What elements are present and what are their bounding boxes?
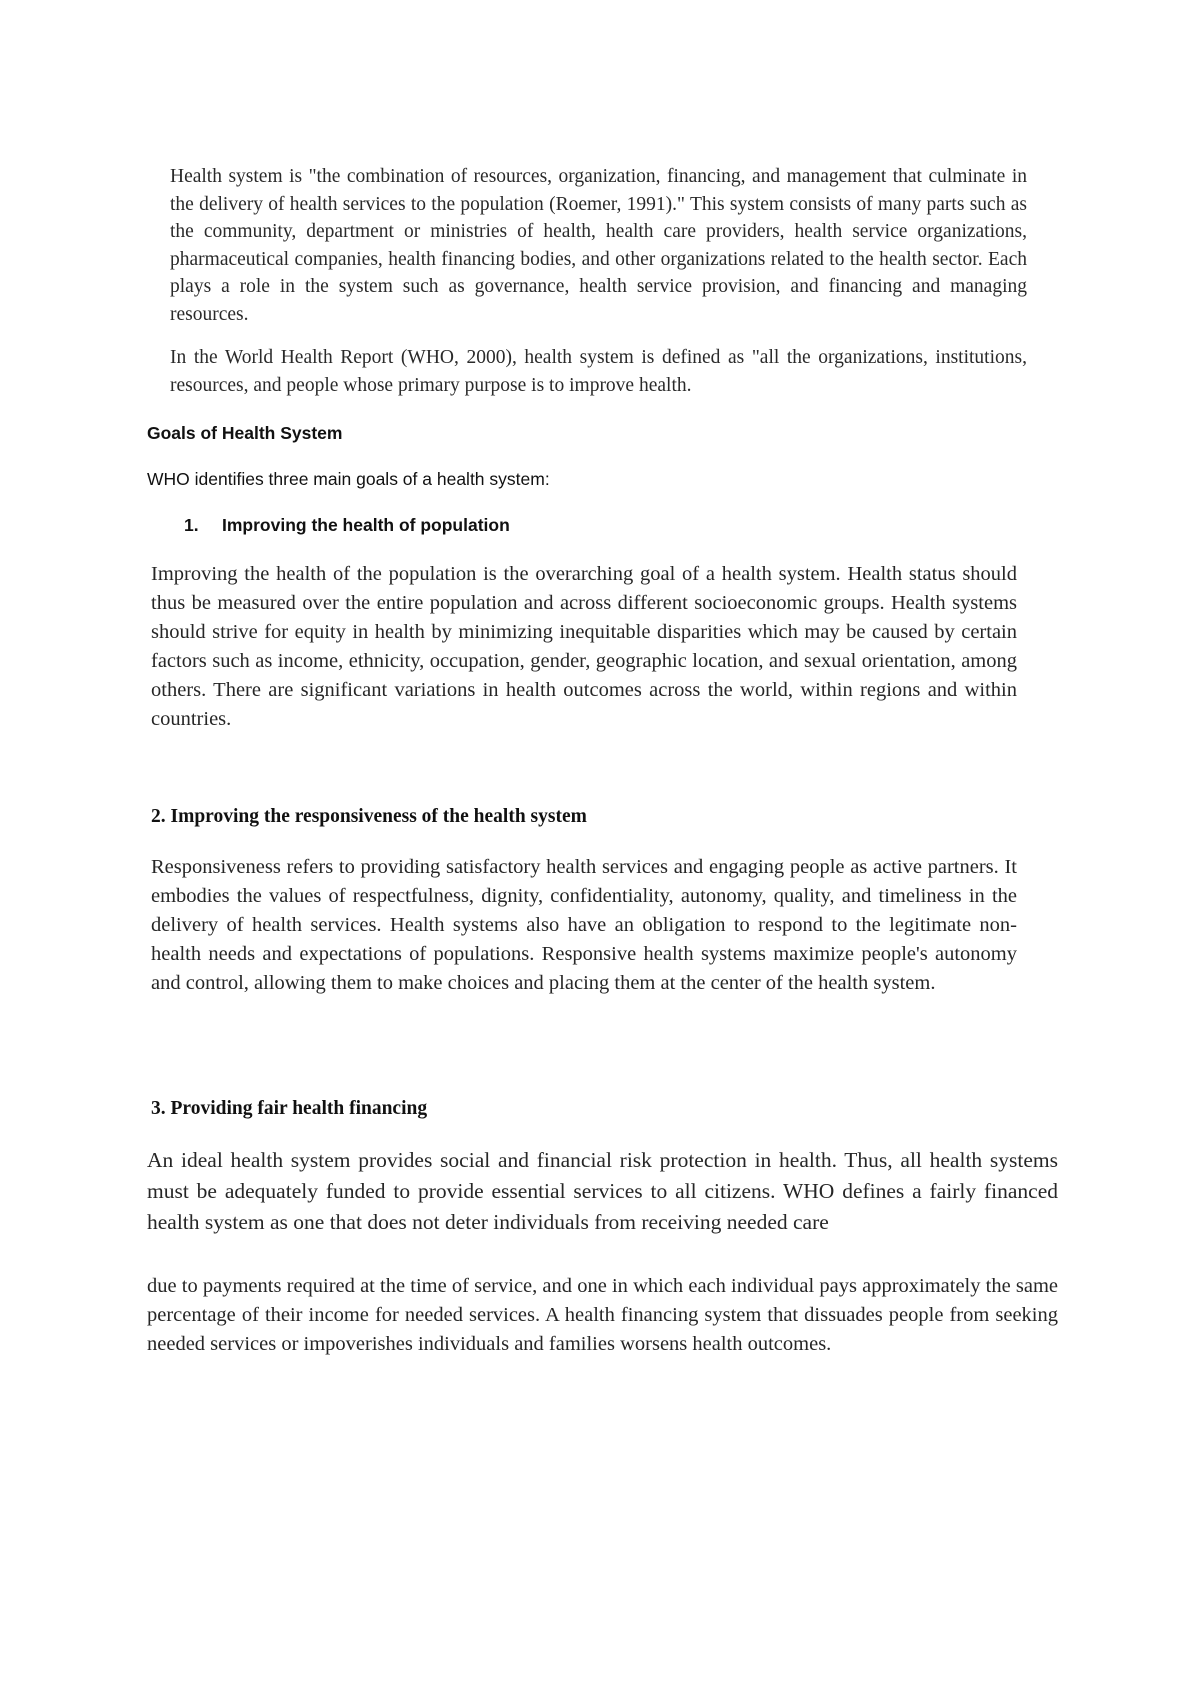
goal-1-heading (184, 515, 510, 536)
intro-paragraph-1: Health system is "the combination of resources, organization, financing, and management that culminate in the delivery of health services to the population (Roemer, 1991)." This system consists of many parts such as the community, department or ministries of health, health care providers, health service organizations, pharmaceutical companies, health financing bodies, and other organizations related to the health sector. Each plays a role in the system such as governance, health service provision, and financing and managing resources. (170, 166, 1027, 325)
goal-1-title: Improving the health of population (222, 515, 510, 535)
intro-paragraph-2: In the World Health Report (WHO, 2000), health system is defined as "all the organizations, institutions, resources, and people whose primary purpose is to improve health. (170, 347, 1027, 396)
goal-2-body: Responsiveness refers to providing satisfactory health services and engaging people as active partners. It embodies the values of respectfulness, dignity, confidentiality, autonomy, quality, and timeliness in the delivery of health services. Health systems also have an obligation to respond to the legitimate non-health needs and expectations of populations. Responsive health systems maximize people's autonomy and control, allowing them to make choices and placing them at the center of the health system. (151, 856, 1017, 994)
goal-1-number: 1. (184, 515, 199, 535)
section-heading-goals: Goals of Health System (147, 423, 343, 443)
goal-3-body-part-1: An ideal health system provides social and financial risk protection in health. Thus, all health systems must be adequately funded to provide essential services to all citizens. WHO defines a fairly financed health system as one that does not deter individuals from receiving needed care (147, 1148, 1058, 1234)
goal-2-heading: 2. Improving the responsiveness of the health system (151, 806, 587, 827)
goal-3-body-part-2: due to payments required at the time of service, and one in which each individual pays approximately the same percentage of their income for needed services. A health financing system that dissuades people from seeking needed services or impoverishes individuals and families worsens health outcomes. (147, 1275, 1058, 1355)
goal-1-body: Improving the health of the population is the overarching goal of a health system. Health status should thus be measured over the entire population and across different socioeconomic groups. Health systems should strive for equity in health by minimizing inequitable disparities which may be caused by certain factors such as income, ethnicity, occupation, gender, geographic location, and sexual orientation, among others. There are significant variations in health outcomes across the world, within regions and within countries. (151, 563, 1017, 730)
goal-3-heading: 3. Providing fair health financing (151, 1098, 428, 1119)
goals-lead-text: WHO identifies three main goals of a health system: (147, 469, 550, 489)
